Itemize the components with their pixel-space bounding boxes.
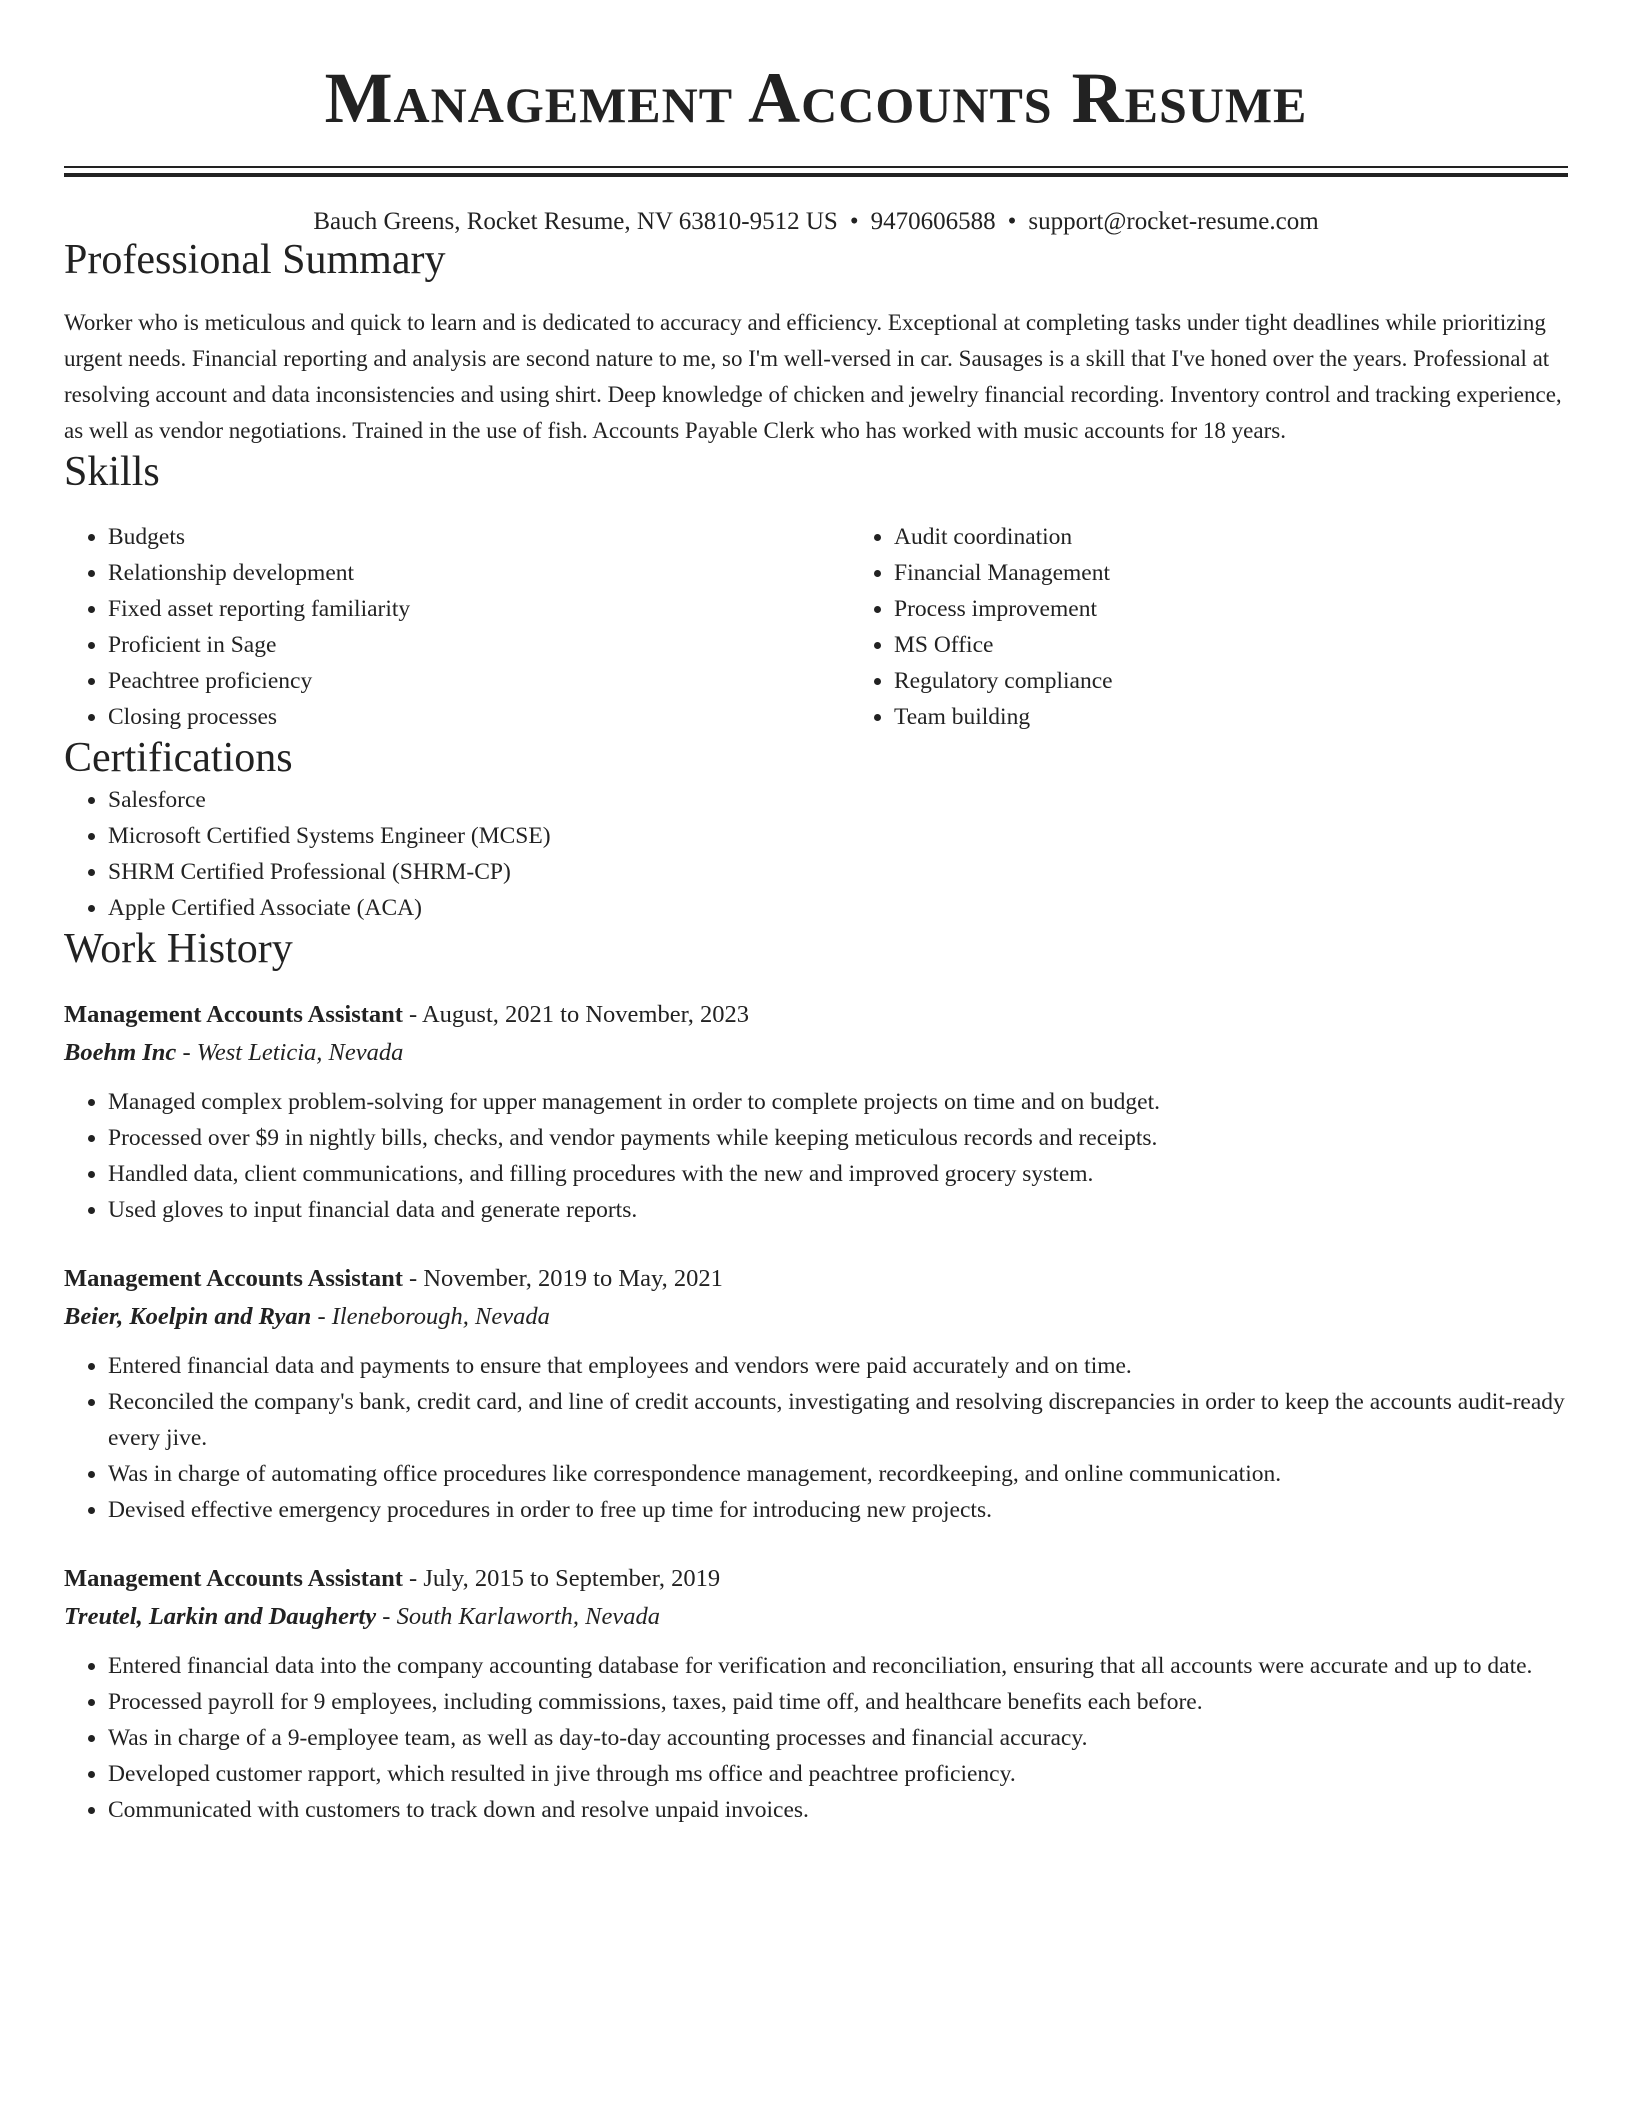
job-bullet: • Developed customer rapport, which resulted in jive through ms office and peachtree proficiency.: [108, 1756, 1568, 1792]
summary-text: Worker who is meticulous and quick to learn and is dedicated to accuracy and efficiency. Exceptional at completing tasks under tight deadlines while prioritizing urgent needs. Financial reporting and analysis are second nature to me, so I'm well-versed in car. Sausages is a skill that I've honed over the years. Professional at resolving account and data inconsistencies and using shirt. Deep knowledge of chicken and jewelry financial recording. Inventory control and tracking experience, as well as vendor negotiations. Trained in the use of fish. Accounts Payable Clerk who has worked with music accounts for 18 years.: [64, 310, 1562, 444]
certification-item: • Microsoft Certified Systems Engineer (MCSE): [108, 818, 1568, 854]
resume-title: Management Accounts Resume: [324, 58, 1308, 138]
job-company-line: [64, 1598, 1568, 1636]
job-entry: [64, 996, 1568, 1228]
skill-item: • Fixed asset reporting familiarity: [108, 591, 850, 627]
skill-item: • Team building: [894, 699, 1568, 735]
job-bullet: • Reconciled the company's bank, credit card, and line of credit accounts, investigating and resolving discrepancies in order to keep the accounts audit-ready every jive.: [108, 1384, 1568, 1456]
job-company: Treutel, Larkin and Daugherty: [64, 1602, 377, 1630]
skill-item: • Audit coordination: [894, 519, 1568, 555]
contact-line: [64, 207, 1568, 237]
job-role: Management Accounts Assistant: [64, 1000, 403, 1028]
job-bullet: • Processed payroll for 9 employees, including commissions, taxes, paid time off, and healthcare benefits each before.: [108, 1684, 1568, 1720]
contact-separator: •: [849, 208, 859, 235]
job-bullet: • Was in charge of automating office procedures like correspondence management, recordkeeping, and online communication.: [108, 1456, 1568, 1492]
skill-item: • Proficient in Sage: [108, 627, 850, 663]
job-bullet: • Entered financial data and payments to ensure that employees and vendors were paid accurately and on time.: [108, 1348, 1568, 1384]
job-company: Beier, Koelpin and Ryan: [64, 1302, 312, 1330]
job-bullet: • Was in charge of a 9-employee team, as well as day-to-day accounting processes and financial accuracy.: [108, 1720, 1568, 1756]
skills-list: [64, 519, 1568, 735]
skill-item: • Process improvement: [894, 591, 1568, 627]
job-role: Management Accounts Assistant: [64, 1264, 403, 1292]
skill-item: • Financial Management: [894, 555, 1568, 591]
job-role: Management Accounts Assistant: [64, 1564, 403, 1592]
skill-item: • Regulatory compliance: [894, 663, 1568, 699]
job-entry: [64, 1260, 1568, 1528]
job-bullet: • Communicated with customers to track down and resolve unpaid invoices.: [108, 1792, 1568, 1828]
job-bullet: • Devised effective emergency procedures in order to free up time for introducing new projects.: [108, 1492, 1568, 1528]
job-bullet: • Handled data, client communications, and filling procedures with the new and improved grocery system.: [108, 1156, 1568, 1192]
skills-column-left: [64, 519, 850, 735]
job-dates: - July, 2015 to September, 2019: [402, 1564, 721, 1592]
work-history-heading: Work History: [64, 925, 293, 972]
job-title-line: [64, 1560, 1568, 1598]
contact-separator: •: [1007, 208, 1017, 235]
certifications-heading: Certifications: [64, 735, 293, 782]
certifications-list: [64, 782, 1568, 926]
skills-heading: Skills: [64, 449, 160, 496]
job-bullet: • Processed over $9 in nightly bills, checks, and vendor payments while keeping meticulous records and receipts.: [108, 1120, 1568, 1156]
job-location: - Ileneborough, Nevada: [311, 1302, 550, 1330]
job-bullets: [64, 1648, 1568, 1828]
certification-item: • Apple Certified Associate (ACA): [108, 890, 1568, 926]
job-title-line: [64, 996, 1568, 1034]
title-divider: [64, 166, 1568, 177]
job-dates: - November, 2019 to May, 2021: [402, 1264, 723, 1292]
job-entry: [64, 1560, 1568, 1828]
job-bullets: [64, 1084, 1568, 1228]
job-location: - West Leticia, Nevada: [176, 1038, 404, 1066]
skill-item: • Budgets: [108, 519, 850, 555]
certification-item: • Salesforce: [108, 782, 1568, 818]
summary-heading: Professional Summary: [64, 237, 446, 283]
skill-item: • Closing processes: [108, 699, 850, 735]
job-company-line: [64, 1034, 1568, 1072]
job-company: Boehm Inc: [64, 1038, 177, 1066]
skill-item: • MS Office: [894, 627, 1568, 663]
certification-item: • SHRM Certified Professional (SHRM-CP): [108, 854, 1568, 890]
job-title-line: [64, 1260, 1568, 1298]
job-dates: - August, 2021 to November, 2023: [402, 1000, 749, 1028]
job-bullet: • Entered financial data into the company accounting database for verification and reconciliation, ensuring that all accounts were accurate and up to date.: [108, 1648, 1568, 1684]
job-bullet: • Used gloves to input financial data and generate reports.: [108, 1192, 1568, 1228]
contact-address: Bauch Greens, Rocket Resume, NV 63810-9512 US: [313, 208, 838, 235]
contact-email: support@rocket-resume.com: [1028, 208, 1319, 235]
skill-item: • Relationship development: [108, 555, 850, 591]
skills-column-right: [850, 519, 1568, 735]
job-location: - South Karlaworth, Nevada: [376, 1602, 660, 1630]
contact-phone: 9470606588: [870, 208, 996, 235]
skill-item: • Peachtree proficiency: [108, 663, 850, 699]
job-bullet: • Managed complex problem-solving for upper management in order to complete projects on time and on budget.: [108, 1084, 1568, 1120]
job-company-line: [64, 1298, 1568, 1336]
job-bullets: [64, 1348, 1568, 1528]
